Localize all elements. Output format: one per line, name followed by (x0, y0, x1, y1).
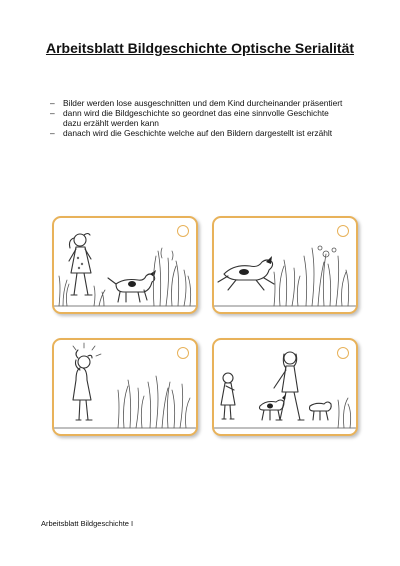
page-footer: Arbeitsblatt Bildgeschichte I (41, 519, 134, 528)
girl-finds-dog-illustration (214, 340, 356, 434)
punch-hole-icon (337, 347, 349, 359)
instruction-item: – Bilder werden lose ausgeschnitten und dem Kind durcheinander präsentiert (46, 98, 346, 108)
story-card-girl-finds-dog-with-owner (212, 338, 358, 436)
story-card-girl-walking-with-dog (52, 216, 198, 314)
punch-hole-icon (177, 225, 189, 237)
dog-jumping-illustration (214, 218, 356, 312)
story-card-girl-searching-in-grass (52, 338, 198, 436)
page-title: Arbeitsblatt Bildgeschichte Optische Serialität (45, 40, 355, 56)
instruction-list (46, 98, 346, 138)
punch-hole-icon (337, 225, 349, 237)
girl-searching-illustration (54, 340, 196, 434)
instruction-item: – danach wird die Geschichte welche auf den Bildern dargestellt ist erzählt (46, 128, 346, 138)
punch-hole-icon (177, 347, 189, 359)
story-card-dog-jumping-into-grass (212, 216, 358, 314)
instruction-item: – dann wird die Bildgeschichte so geordnet das eine sinnvolle Geschichte dazu erzählt werden kann (46, 108, 346, 128)
girl-walking-illustration (54, 218, 196, 312)
